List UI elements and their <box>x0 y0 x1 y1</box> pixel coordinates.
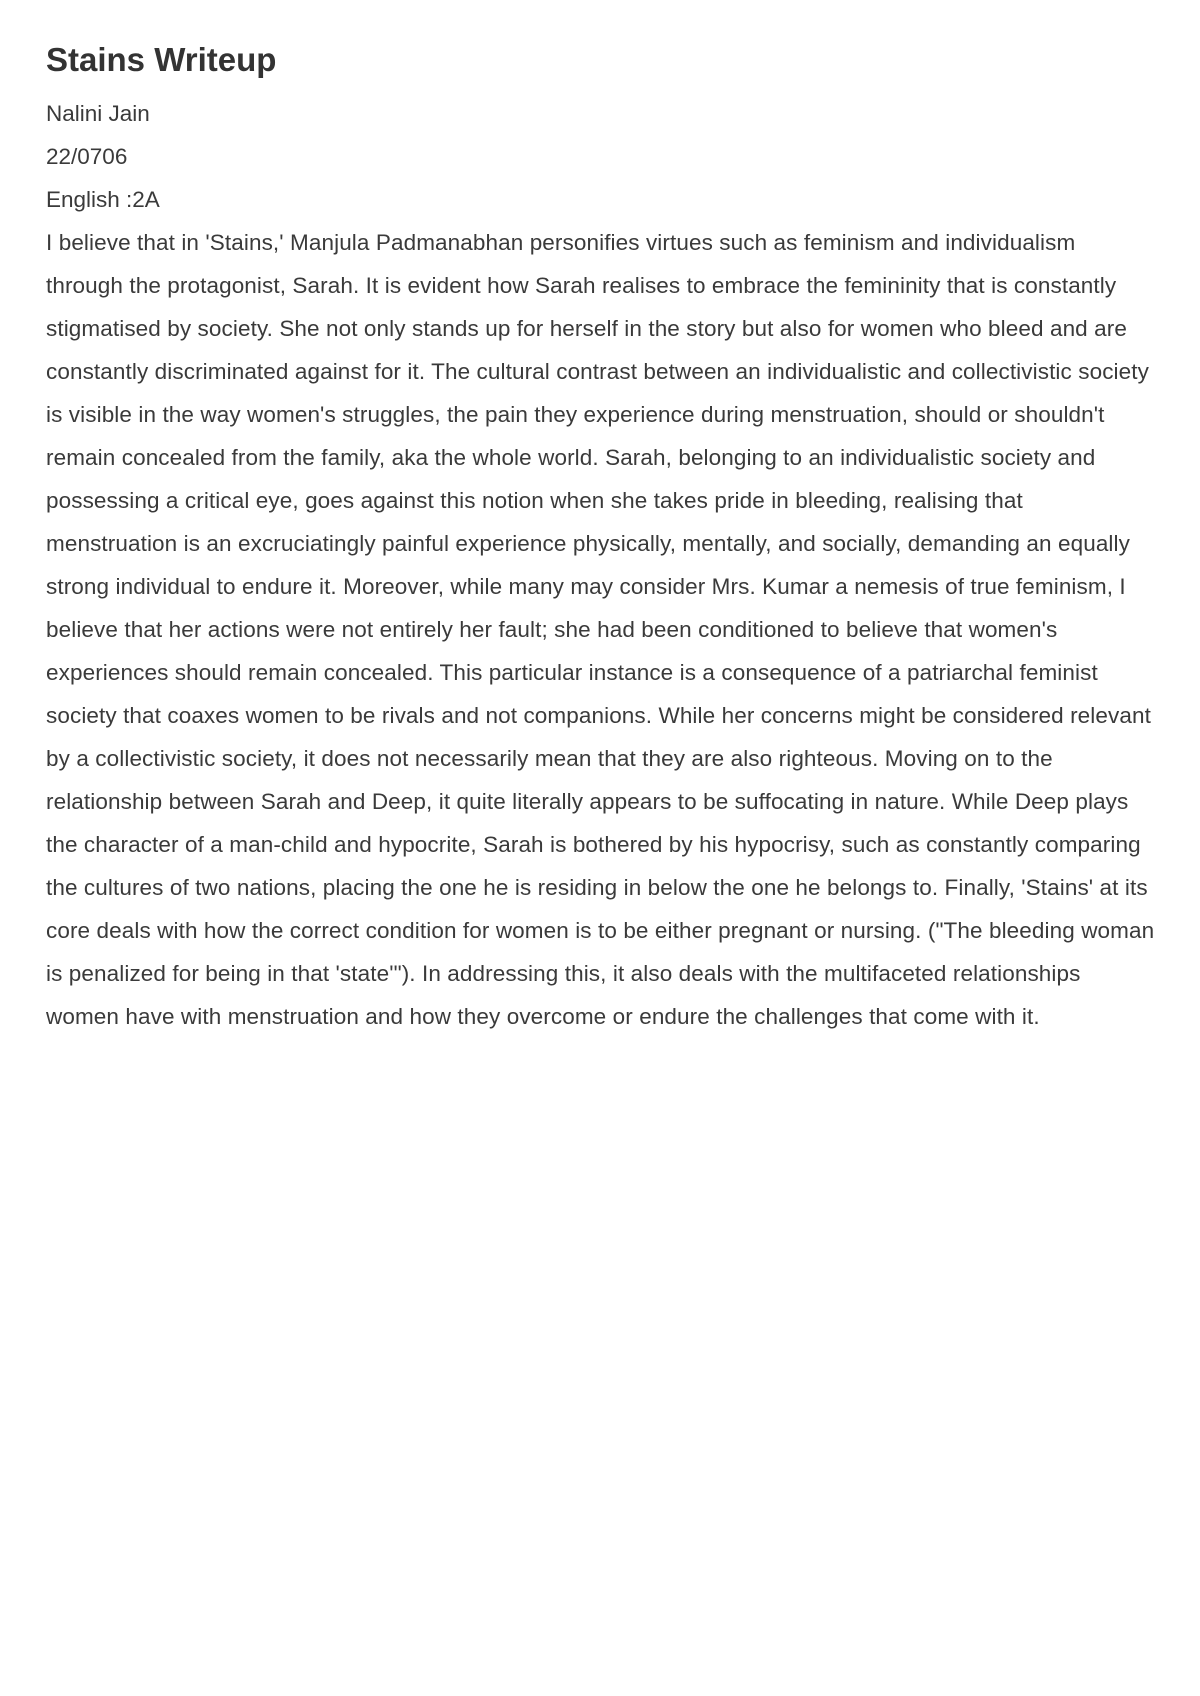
document-page <box>46 38 1156 1038</box>
student-id: 22/0706 <box>46 144 128 169</box>
class-label: English :2A <box>46 187 160 212</box>
essay-body: I believe that in 'Stains,' Manjula Padmanabhan personifies virtues such as feminism and individualism through the protagonist, Sarah. It is evident how Sarah realises to embrace the femininity that is constantly stigmatised by society. She not only stands up for herself in the story but also for women who bleed and are constantly discriminated against for it. The cultural contrast between an individualistic and collectivistic society is visible in the way women's struggles, the pain they experience during menstruation, should or shouldn't remain concealed from the family, aka the whole world. Sarah, belonging to an individualistic society and possessing a critical eye, goes against this notion when she takes pride in bleeding, realising that menstruation is an excruciatingly painful experience physically, mentally, and socially, demanding an equally strong individual to endure it. Moreover, while many may consider Mrs. Kumar a nemesis of true feminism, I believe that her actions were not entirely her fault; she had been conditioned to believe that women's experiences should remain concealed. This particular instance is a consequence of a patriarchal feminist society that coaxes women to be rivals and not companions. While her concerns might be considered relevant by a collectivistic society, it does not necessarily mean that they are also righteous. Moving on to the relationship between Sarah and Deep, it quite literally appears to be suffocating in nature. While Deep plays the character of a man-child and hypocrite, Sarah is bothered by his hypocrisy, such as constantly comparing the cultures of two nations, placing the one he is residing in below the one he belongs to. Finally, 'Stains' at its core deals with how the correct condition for women is to be either pregnant or nursing. ("The bleeding woman is penalized for being in that 'state'"). In addressing this, it also deals with the multifaceted relationships women have with menstruation and how they overcome or endure the challenges that come with it. <box>46 230 1155 1029</box>
document-title: Stains Writeup <box>46 41 277 78</box>
author-name: Nalini Jain <box>46 101 150 126</box>
